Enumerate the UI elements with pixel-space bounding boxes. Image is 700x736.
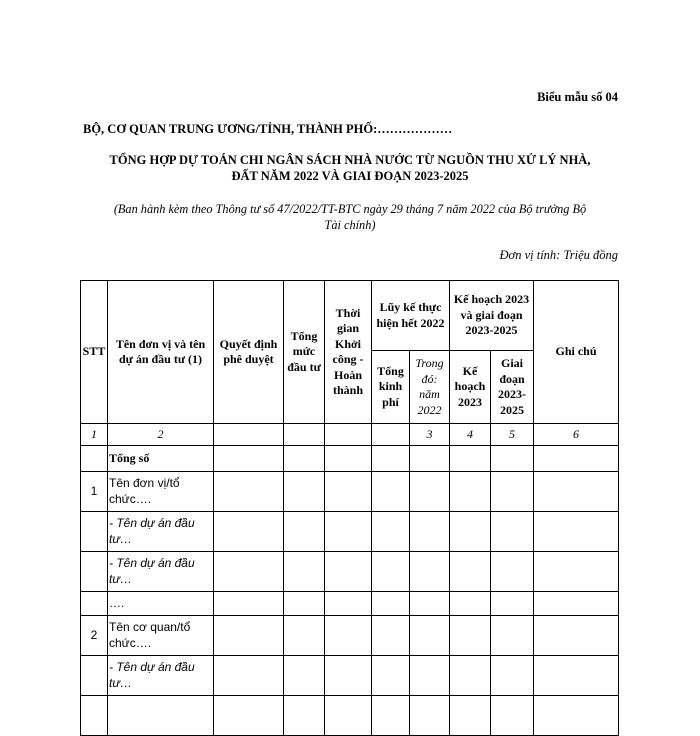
column-number: 6	[534, 424, 619, 446]
row-name: - Tên dự án đầu tư…	[108, 512, 214, 552]
row-name: Tên đơn vị/tổ chức….	[108, 472, 214, 512]
table-row	[81, 656, 619, 696]
row-stt	[81, 552, 108, 592]
header-name: Tên đơn vị và tên dự án đầu tư (1)	[108, 281, 214, 424]
column-number: 1	[81, 424, 108, 446]
header-plan-2023: Kế hoạch 2023	[450, 351, 491, 424]
table-row	[81, 446, 619, 472]
table-row	[81, 616, 619, 656]
row-name: Tên cơ quan/tổ chức….	[108, 616, 214, 656]
title-line-2: ĐẤT NĂM 2022 VÀ GIAI ĐOẠN 2023-2025	[231, 169, 469, 183]
row-name: Tổng số	[108, 446, 214, 472]
header-decision: Quyết định phê duyệt	[214, 281, 284, 424]
row-stt	[81, 656, 108, 696]
agency-line: BỘ, CƠ QUAN TRUNG ƯƠNG/TỈNH, THÀNH PHỐ:………………	[83, 122, 453, 136]
header-total-investment: Tổng mức đầu tư	[284, 281, 325, 424]
row-name	[108, 696, 214, 736]
row-stt: 2	[81, 616, 108, 656]
row-stt: 1	[81, 472, 108, 512]
unit-label: Đơn vị tính: Triệu đồng	[499, 248, 618, 262]
row-stt	[81, 592, 108, 616]
issued-line-2: Tài chính)	[324, 218, 376, 232]
row-name: - Tên dự án đầu tư…	[108, 552, 214, 592]
budget-table	[80, 280, 619, 736]
row-stt	[81, 446, 108, 472]
issued-note	[80, 201, 620, 233]
column-number: 3	[410, 424, 450, 446]
table-row	[81, 472, 619, 512]
form-number: Biểu mẫu số 04	[537, 90, 618, 104]
header-accumulated-2022: Trong đó: năm 2022	[410, 351, 450, 424]
table-row	[81, 552, 619, 592]
header-stt: STT	[81, 281, 108, 424]
header-notes: Ghi chú	[534, 281, 619, 424]
row-stt	[81, 512, 108, 552]
row-name: ….	[108, 592, 214, 616]
title-line-1: TỔNG HỢP DỰ TOÁN CHI NGÂN SÁCH NHÀ NƯỚC TỪ NGUỒN THU XỬ LÝ NHÀ,	[109, 153, 591, 167]
table-row	[81, 592, 619, 616]
header-accumulated-total: Tổng kinh phí	[372, 351, 410, 424]
table-row	[81, 512, 619, 552]
row-name: - Tên dự án đầu tư…	[108, 656, 214, 696]
row-stt	[81, 696, 108, 736]
issued-line-1: (Ban hành kèm theo Thông tư số 47/2022/TT-BTC ngày 29 tháng 7 năm 2022 của Bộ trưởng Bộ	[113, 202, 587, 216]
header-plan-period: Giai đoạn 2023-2025	[491, 351, 534, 424]
header-plan: Kế hoạch 2023 và giai đoạn 2023-2025	[450, 281, 534, 351]
header-duration: Thời gian Khởi công - Hoàn thành	[325, 281, 372, 424]
header-accumulated: Lũy kế thực hiện hết 2022	[372, 281, 450, 351]
document-title	[80, 152, 620, 184]
column-number: 4	[450, 424, 491, 446]
table-row	[81, 696, 619, 736]
column-number: 2	[108, 424, 214, 446]
column-number: 5	[491, 424, 534, 446]
